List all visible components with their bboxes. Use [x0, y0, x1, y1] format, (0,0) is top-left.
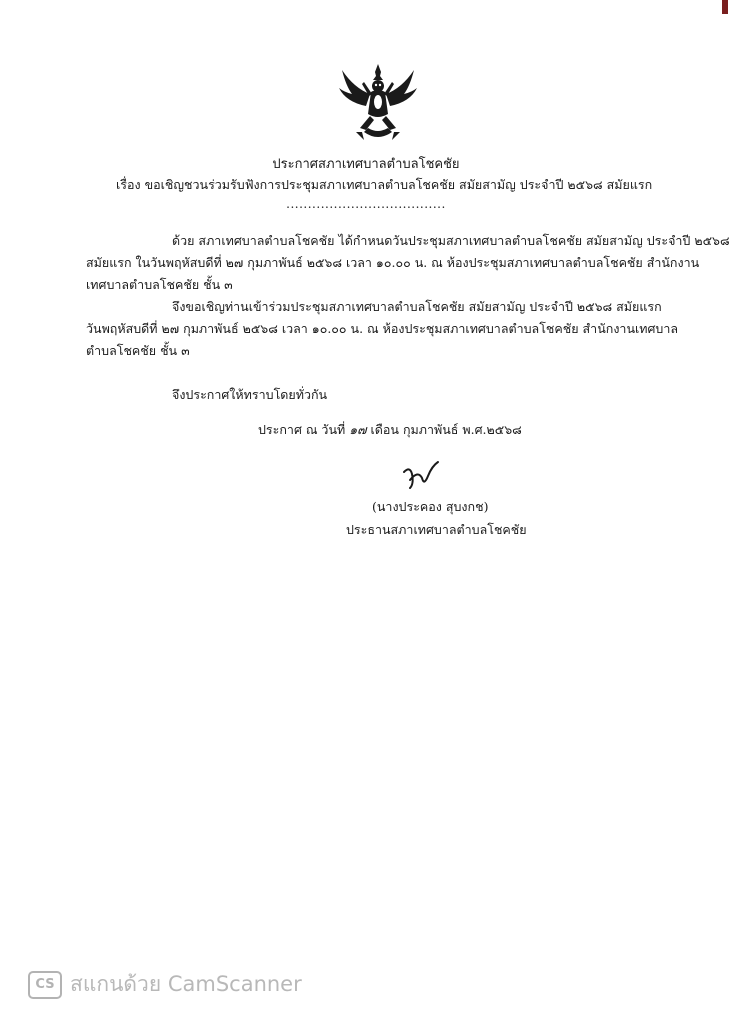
handwritten-day: ๑๗ — [349, 422, 367, 437]
paragraph-1-line-2: สมัยแรก ในวันพฤหัสบดีที่ ๒๗ กุมภาพันธ์ ๒๕๖๘ เวลา ๑๐.๐๐ น. ณ ห้องประชุมสภาเทศบาลตำบลโชคชัย สำนักงาน — [86, 255, 700, 270]
document-title: ประกาศสภาเทศบาลตำบลโชคชัย — [272, 157, 460, 172]
camscanner-watermark — [28, 968, 302, 1001]
paragraph-1-line-1: ด้วย สภาเทศบาลตำบลโชคชัย ได้กำหนดวันประชุมสภาเทศบาลตำบลโชคชัย สมัยสามัญ ประจำปี ๒๕๖๘ — [172, 233, 730, 248]
paragraph-2-line-3: ตำบลโชคชัย ชั้น ๓ — [86, 343, 190, 358]
paragraph-3: จึงประกาศให้ทราบโดยทั่วกัน — [172, 387, 328, 402]
signer-position: ประธานสภาเทศบาลตำบลโชคชัย — [346, 522, 527, 537]
divider-dots: ..................................... — [286, 197, 446, 211]
announcement-suffix: เดือน กุมภาพันธ์ พ.ศ.๒๕๖๘ — [366, 422, 522, 437]
paragraph-2-line-2: วันพฤหัสบดีที่ ๒๗ กุมภาพันธ์ ๒๕๖๘ เวลา ๑๐.๐๐ น. ณ ห้องประชุมสภาเทศบาลตำบลโชคชัย สำนักงานเทศบาล — [86, 321, 679, 336]
corner-mark — [722, 0, 728, 14]
paragraph-1-line-3: เทศบาลตำบลโชคชัย ชั้น ๓ — [86, 277, 233, 292]
paragraph-2-line-1: จึงขอเชิญท่านเข้าร่วมประชุมสภาเทศบาลตำบลโชคชัย สมัยสามัญ ประจำปี ๒๕๖๘ สมัยแรก — [172, 299, 662, 314]
announcement-date — [258, 420, 522, 440]
signer-name: (นางประคอง สุบงกช) — [372, 499, 489, 514]
watermark-text: สแกนด้วย CamScanner — [70, 972, 302, 996]
announcement-prefix: ประกาศ ณ วันที่ — [258, 422, 350, 437]
document-subject: เรื่อง ขอเชิญชวนร่วมรับฟังการประชุมสภาเทศบาลตำบลโชคชัย สมัยสามัญ ประจำปี ๒๕๖๘ สมัยแรก — [116, 177, 653, 192]
garuda-emblem-icon — [336, 62, 420, 144]
handwritten-signature — [396, 458, 446, 498]
camscanner-logo-icon: CS — [28, 971, 62, 999]
